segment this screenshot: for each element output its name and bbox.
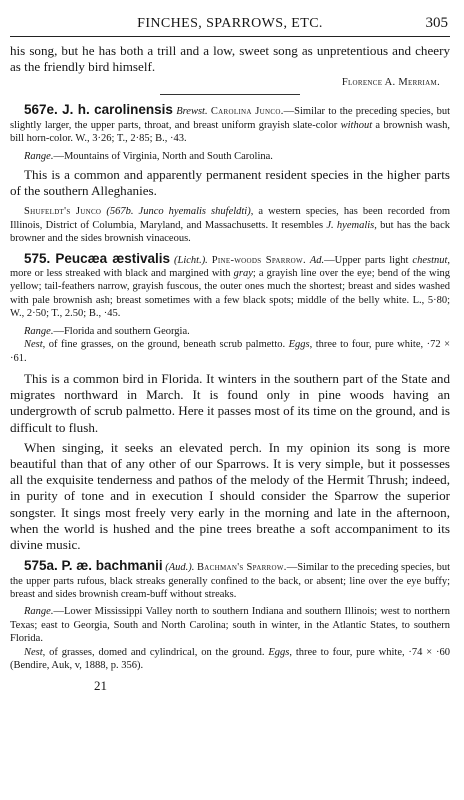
entry-575a-range xyxy=(10,605,450,645)
page-number: 305 xyxy=(425,15,448,31)
entry-575a-eggs-text: , three to four, pure white, ·74 × ·60 (Bendire, Auk, v, 1888, p. 356). xyxy=(10,646,450,671)
entry-575-desc-3: ; a grayish line over the eye; bend of the wing yellow; tail-feathers narrow, grayish fuscous, the outer ones much the shortest; breast and sides washed with pale brownish ash; breast sometimes with a few black spots; middle of the belly white. L., 5·80; W., 2·50; T., 2.50; B., ·45. xyxy=(10,268,450,320)
entry-575-common-name: Pine-woods Sparrow. xyxy=(211,254,306,266)
entry-575a-range-label: Range. xyxy=(24,606,54,618)
entry-575a-common-name: Bachman's Sparrow. xyxy=(197,562,287,574)
entry-575a-nest-text: , of grasses, domed and cylindrical, on the ground. xyxy=(42,646,269,658)
entry-567e-desc-2: a brownish wash, bill horn-color. W., 3·26; T., 2·85; B., ·43. xyxy=(10,119,451,145)
entry-575-eggs-label: Eggs xyxy=(288,339,310,351)
shufeldt-note xyxy=(10,205,450,245)
entry-575a-desc: —Similar to the preceding species, but the upper parts rufous, black streaks generally confined to the back, or absent; line over the eye buffy; breast and sides brownish cream-buff without streaks. xyxy=(10,562,450,600)
entry-575-body-1: This is a common bird in Florida. It winters in the southern part of the State and migrates northward in March. It is found only in pine woods having an undergrowth of scrub palmetto. Here it passes most of its time on the ground, and is difficult to flush. xyxy=(10,370,450,435)
shufeldt-text-2: , but has the back browner and the sides brownish vinaceous. xyxy=(10,219,451,245)
entry-567e-body: This is a common and apparently permanent resident species in the higher parts of the southern Alleghanies. xyxy=(10,167,450,199)
entry-575-range xyxy=(10,325,450,338)
entry-575-desc-emphasis-1: chestnut xyxy=(412,254,448,266)
entry-567e-range-text: —Mountains of Virginia, North and South Carolina. xyxy=(53,150,273,162)
signature-folio: 21 xyxy=(94,678,107,694)
entry-575-eggs-text: , three to four, pure white, ·72 × ·61. xyxy=(10,339,450,364)
entry-575a-eggs-label: Eggs xyxy=(268,646,290,658)
entry-575a-authority: (Aud.). xyxy=(165,562,195,574)
entry-567e-authority: Brewst. xyxy=(176,106,208,118)
entry-575a-name: 575a. P. æ. bachmanii xyxy=(24,558,163,574)
entry-567e-name: 567e. J. h. carolinensis xyxy=(24,102,173,118)
continuation-paragraph: his song, but he has both a trill and a low, sweet song as unpretentious and cheery as the friendly bird himself. xyxy=(10,43,450,75)
author-signature: Florence A. Merriam. xyxy=(341,77,440,89)
entry-575-description xyxy=(10,252,450,321)
entry-575a-description xyxy=(10,559,450,601)
shufeldt-name: Shufeldt's Junco xyxy=(24,206,102,218)
entry-567e-common-name: Carolina Junco. xyxy=(210,106,284,118)
running-head: FINCHES, SPARROWS, ETC. xyxy=(137,16,323,31)
entry-575-range-text: —Florida and southern Georgia. xyxy=(53,325,190,337)
entry-567e-desc-1: —Similar to the preceding species, but slightly larger, the upper parts, throat, and breast uniform grayish slate-color xyxy=(10,106,451,131)
shufeldt-text-1: , a western species, has been recorded from Illinois, District of Columbia, Maryland, and Massachusetts. It resembles xyxy=(10,206,450,231)
shufeldt-species: J. hyemalis xyxy=(326,219,375,231)
entry-575-nest-text: , of fine grasses, on the ground, beneath scrub palmetto. xyxy=(42,339,289,351)
entry-575-authority: (Licht.). xyxy=(173,254,208,266)
entry-575-name: 575. Peucæa æstivalis xyxy=(24,250,171,266)
entry-575a-nest xyxy=(10,646,450,673)
entry-575-nest xyxy=(10,338,450,365)
entry-575-ad-label: Ad. xyxy=(309,254,325,266)
entry-575-desc-2: , more or less streaked with black and margined with xyxy=(10,254,451,280)
shufeldt-paren: (567b. Junco hyemalis shufeldti) xyxy=(106,206,251,218)
section-divider xyxy=(160,94,300,95)
entry-575-range-label: Range. xyxy=(24,325,54,337)
page-content xyxy=(10,43,450,694)
entry-567e-desc-emphasis: without xyxy=(340,119,373,131)
entry-567e-range-label: Range. xyxy=(24,150,54,162)
entry-575-nest-label: Nest xyxy=(24,339,43,351)
entry-575a-nest-label: Nest xyxy=(24,646,43,658)
entry-575-desc-1: —Upper parts light xyxy=(324,254,413,266)
entry-567e-range xyxy=(10,150,450,163)
page-header xyxy=(10,14,450,37)
entry-567e-description xyxy=(10,103,450,145)
entry-575-body-2: When singing, it seeks an elevated perch. In my opinion its song is more beautiful than that of any other of our Sparrows. It is very simple, but it possesses all the exquisite tenderness and pathos of the melody of the Hermit Thrush; indeed, in purity of tone and in execution I should consider the Sparrow the superior songster. It sings most freely very early in the morning and late in the afternoon, when the world is hushed and the pine trees breathe a soft accompaniment to its divine music. xyxy=(10,439,450,552)
entry-575-desc-emphasis-2: gray xyxy=(233,268,253,280)
entry-575a-range-text: —Lower Mississippi Valley north to southern Indiana and southern Illinois; west to northern Texas; east to Georgia, South and North Carolina; south in winter, in the Atlantic States, to southern Florida. xyxy=(10,606,450,645)
